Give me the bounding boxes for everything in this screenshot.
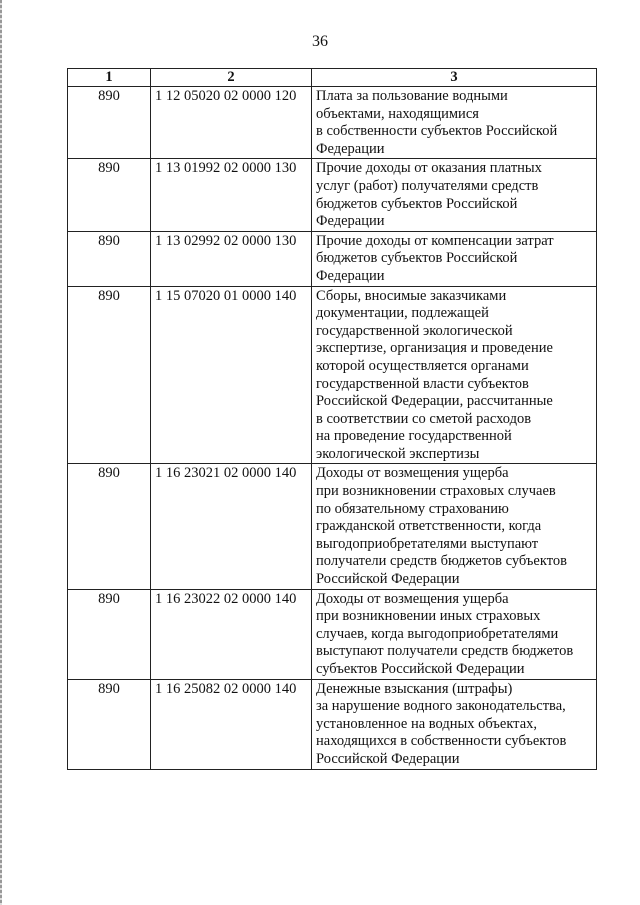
table-row bbox=[68, 464, 597, 589]
administrator-code: 890 bbox=[68, 679, 151, 769]
revenue-description: Сборы, вносимые заказчиками документации, подлежащей государственной экологической экспертизе, организация и проведение которой осуществляется органами государственной власти субъектов Российской Федерации, рассчитанные в соответствии со сметой расходов на проведение государственной экологической экспертизы bbox=[312, 286, 597, 464]
budget-classification-code: 1 16 23022 02 0000 140 bbox=[151, 589, 312, 679]
table-header-row bbox=[68, 69, 597, 87]
table-row bbox=[68, 286, 597, 464]
revenue-description: Денежные взыскания (штрафы) за нарушение водного законодательства, установленное на водных объектах, находящихся в собственности субъектов Российской Федерации bbox=[312, 679, 597, 769]
administrator-code: 890 bbox=[68, 286, 151, 464]
administrator-code: 890 bbox=[68, 589, 151, 679]
column-header-2: 2 bbox=[151, 69, 312, 87]
budget-classification-code: 1 16 23021 02 0000 140 bbox=[151, 464, 312, 589]
budget-classification-code: 1 13 01992 02 0000 130 bbox=[151, 159, 312, 231]
budget-classification-code: 1 13 02992 02 0000 130 bbox=[151, 231, 312, 286]
administrator-code: 890 bbox=[68, 87, 151, 159]
revenue-description: Прочие доходы от компенсации затрат бюджетов субъектов Российской Федерации bbox=[312, 231, 597, 286]
budget-classification-code: 1 12 05020 02 0000 120 bbox=[151, 87, 312, 159]
table-row bbox=[68, 231, 597, 286]
column-header-1: 1 bbox=[68, 69, 151, 87]
table-row bbox=[68, 589, 597, 679]
scan-edge bbox=[0, 0, 2, 905]
revenue-description: Доходы от возмещения ущерба при возникновении иных страховых случаев, когда выгодоприобретателями выступают получатели средств бюджетов субъектов Российской Федерации bbox=[312, 589, 597, 679]
column-header-3: 3 bbox=[312, 69, 597, 87]
page-number: 36 bbox=[312, 33, 328, 50]
table-row bbox=[68, 87, 597, 159]
table-row bbox=[68, 679, 597, 769]
revenue-description: Плата за пользование водными объектами, находящимися в собственности субъектов Российской Федерации bbox=[312, 87, 597, 159]
table-row bbox=[68, 159, 597, 231]
administrator-code: 890 bbox=[68, 231, 151, 286]
revenue-description: Доходы от возмещения ущерба при возникновении страховых случаев по обязательному страхованию гражданской ответственности, когда выгодоприобретателями выступают получатели средств бюджетов субъектов Российской Федерации bbox=[312, 464, 597, 589]
budget-classification-code: 1 16 25082 02 0000 140 bbox=[151, 679, 312, 769]
administrator-code: 890 bbox=[68, 464, 151, 589]
revenue-codes-table bbox=[67, 68, 597, 770]
budget-classification-code: 1 15 07020 01 0000 140 bbox=[151, 286, 312, 464]
revenue-description: Прочие доходы от оказания платных услуг (работ) получателями средств бюджетов субъектов Российской Федерации bbox=[312, 159, 597, 231]
administrator-code: 890 bbox=[68, 159, 151, 231]
